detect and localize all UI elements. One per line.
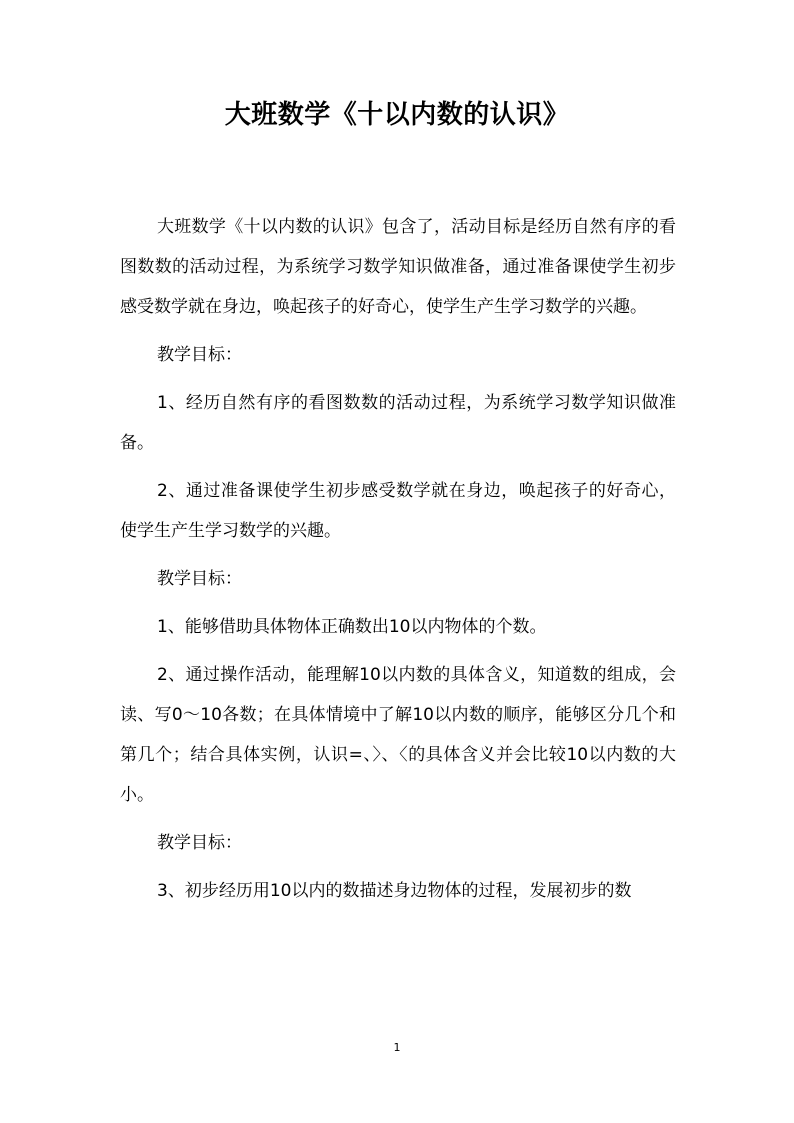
goal-item-2: 2、通过操作活动，能理解10以内数的具体含义，知道数的组成，会读、写0～10各数；在具体情境中了解10以内数的顺序，能够区分几个和第几个；结合具体实例，认识=、〉、〈的具体含义并会比较10以内数的大小。 xyxy=(120,665,676,805)
document-title: 大班数学《十以内数的认识》 xyxy=(224,100,570,130)
section-heading-teaching-goals: 教学目标： xyxy=(157,833,242,853)
document-body xyxy=(120,207,676,919)
goal-item-1: 1、经历自然有序的看图数数的活动过程，为系统学习数学知识做准备。 xyxy=(120,393,676,453)
section-heading-teaching-goals: 教学目标： xyxy=(157,345,242,365)
goal-item-2: 2、通过准备课使学生初步感受数学就在身边，唤起孩子的好奇心，使学生产生学习数学的兴趣。 xyxy=(120,481,676,541)
goal-item-3: 3、初步经历用10以内的数描述身边物体的过程，发展初步的数 xyxy=(157,881,632,901)
page-number: 1 xyxy=(393,1041,401,1054)
intro-paragraph: 大班数学《十以内数的认识》包含了，活动目标是经历自然有序的看图数数的活动过程，为系统学习数学知识做准备，通过准备课使学生初步感受数学就在身边，唤起孩子的好奇心，使学生产生学习数学的兴趣。 xyxy=(120,217,676,317)
section-heading-teaching-goals: 教学目标： xyxy=(157,569,242,589)
goal-item-1: 1、能够借助具体物体正确数出10以内物体的个数。 xyxy=(157,617,547,637)
